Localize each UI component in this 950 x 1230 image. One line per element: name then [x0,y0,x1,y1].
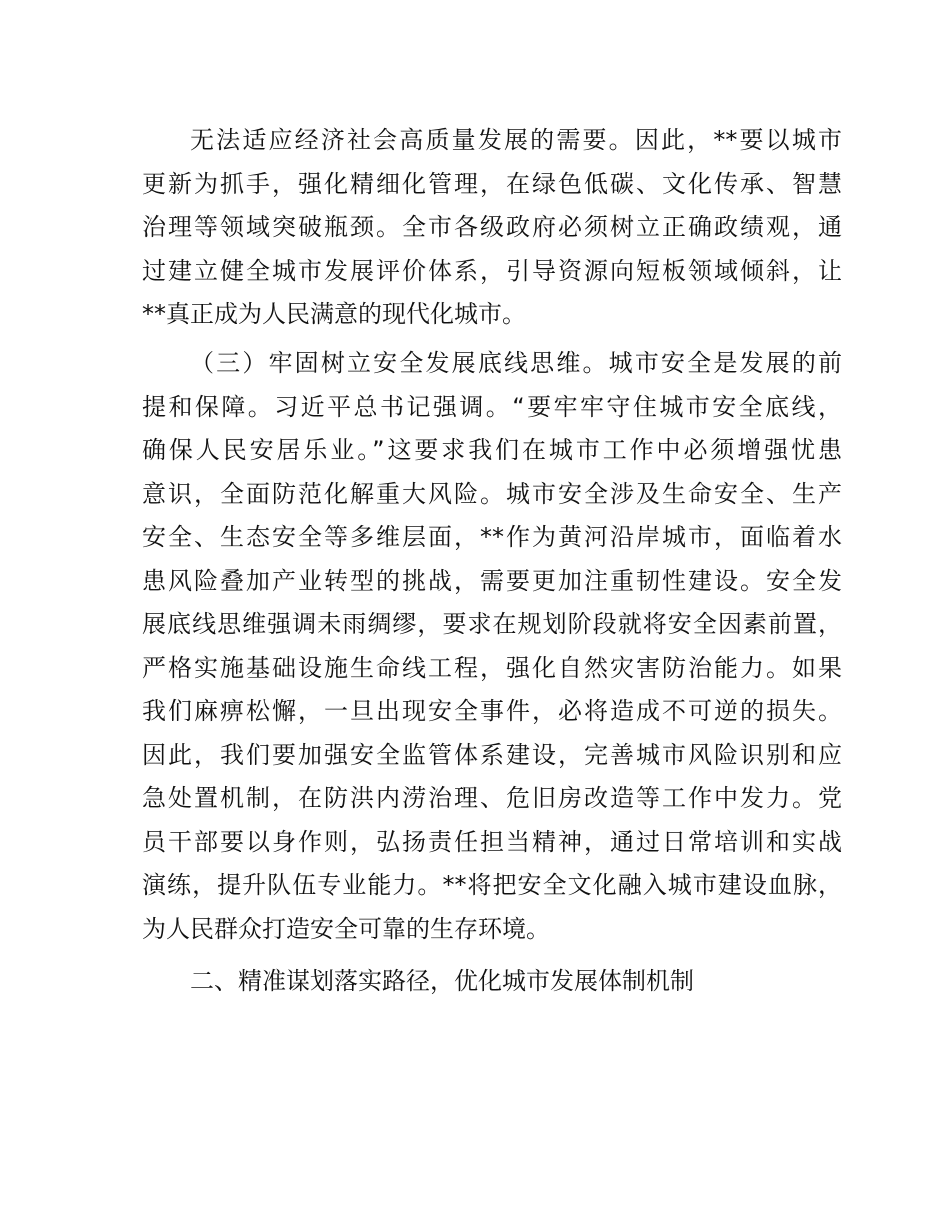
paragraph-line: 确保人民安居乐业。”这要求我们在城市工作中必须增强忧患 [142,436,842,464]
paragraph-line: 患风险叠加产业转型的挑战，需要更加注重韧性建设。安全发 [142,566,842,595]
paragraph-line: 提和保障。习近平总书记强调。“要牢牢守住城市安全底线， [142,392,842,421]
paragraph-line: 无法适应经济社会高质量发展的需要。因此，**要以城市 [190,126,842,154]
paragraph-1 [142,119,842,337]
paragraph-2 [142,342,842,951]
paragraph-line: 演练，提升队伍专业能力。**将把安全文化融入城市建设血脉， [142,871,842,899]
paragraph-line: 为人民群众打造安全可靠的生存环境。 [142,914,550,943]
paragraph-line: 严格实施基础设施生命线工程，强化自然灾害防治能力。如果 [142,653,842,682]
paragraph-line: 过建立健全城市发展评价体系，引导资源向短板领域倾斜，让 [142,256,842,285]
paragraph-line: 急处置机制，在防洪内涝治理、危旧房改造等工作中发力。党 [142,784,842,812]
section-heading [142,960,842,1004]
paragraph-line: **真正成为人民满意的现代化城市。 [142,300,526,328]
paragraph-line: 我们麻痹松懈，一旦出现安全事件，必将造成不可逆的损失。 [142,697,842,725]
section-heading-text: 二、精准谋划落实路径，优化城市发展体制机制 [190,967,694,995]
paragraph-line: 更新为抓手，强化精细化管理，在绿色低碳、文化传承、智慧 [142,169,842,198]
paragraph-line: 员干部要以身作则，弘扬责任担当精神，通过日常培训和实战 [142,827,842,856]
paragraph-line: （三）牢固树立安全发展底线思维。城市安全是发展的前 [190,349,842,377]
paragraph-line: 展底线思维强调未雨绸缪，要求在规划阶段就将安全因素前置， [142,610,842,638]
paragraph-line: 意识，全面防范化解重大风险。城市安全涉及生命安全、生产 [142,479,842,508]
paragraph-line: 安全、生态安全等多维层面，**作为黄河沿岸城市，面临着水 [142,523,842,551]
paragraph-line: 因此，我们要加强安全监管体系建设，完善城市风险识别和应 [142,740,842,769]
paragraph-line: 治理等领域突破瓶颈。全市各级政府必须树立正确政绩观，通 [142,213,842,241]
